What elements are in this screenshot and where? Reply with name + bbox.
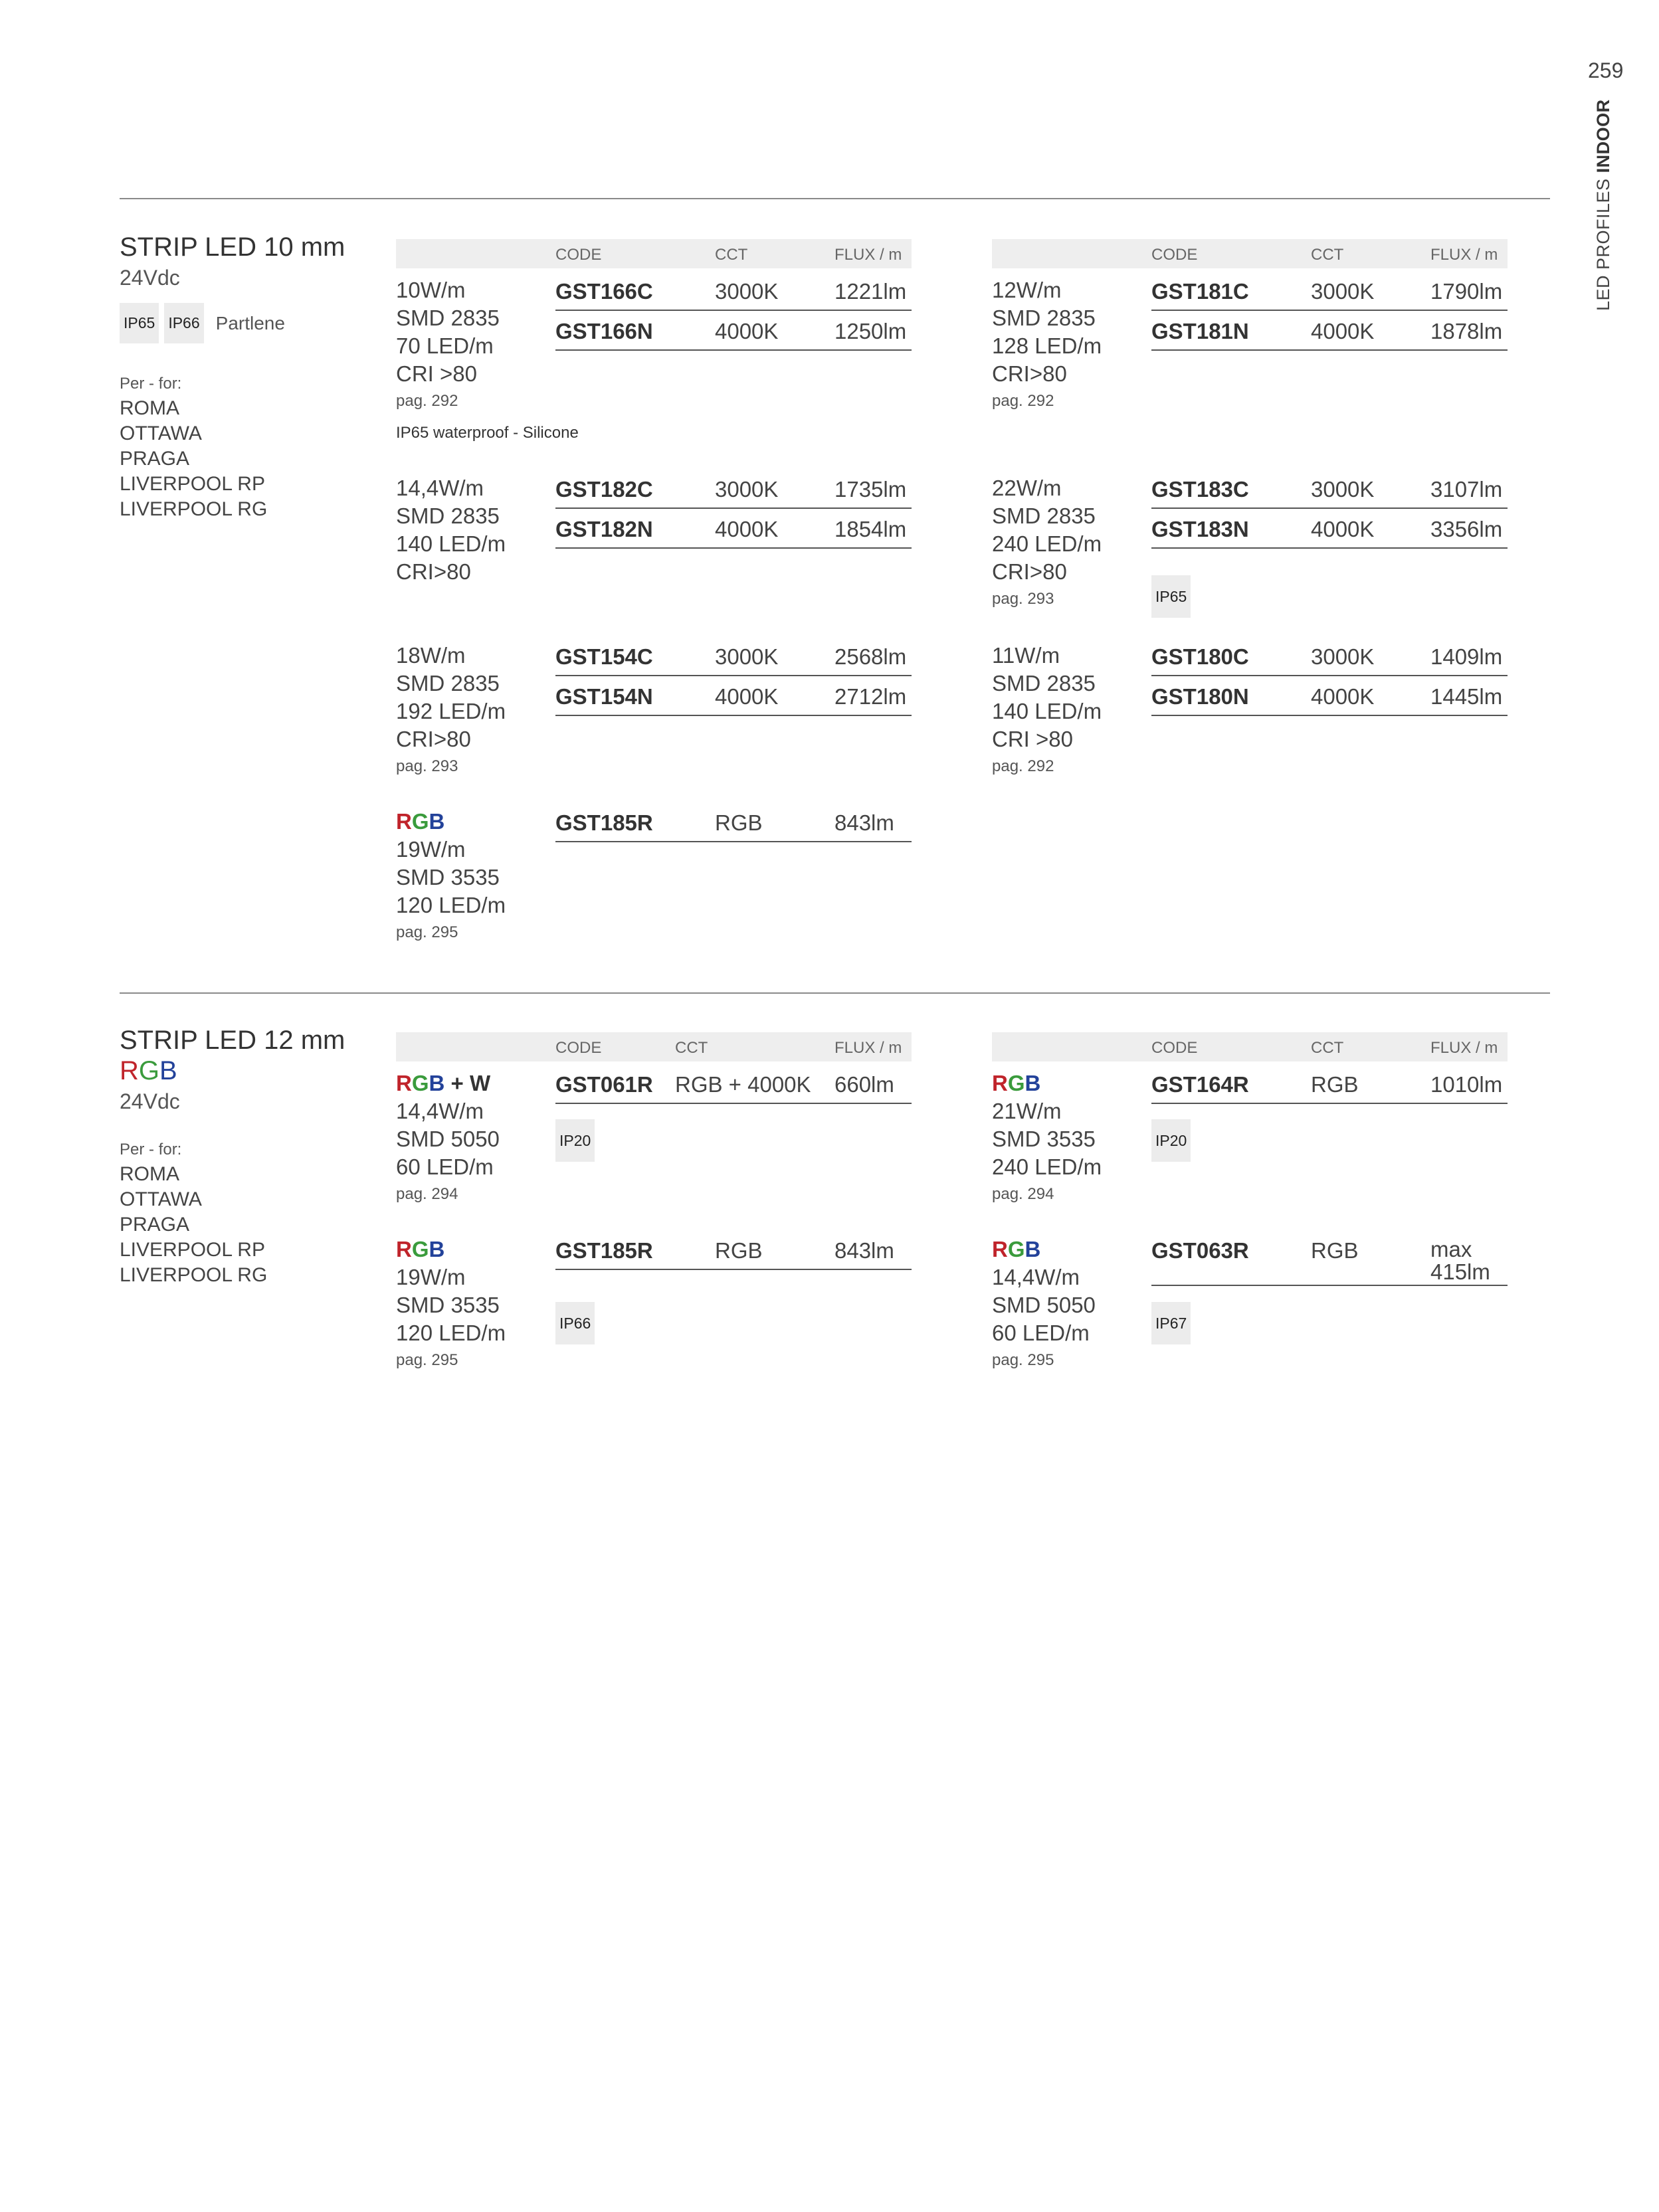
rgb-label: RGB <box>396 1237 445 1261</box>
product-spec <box>396 276 500 415</box>
spec-chip: SMD 3535 <box>396 1293 500 1317</box>
product-spec <box>992 1069 1102 1208</box>
cct-value: 3000K <box>1311 477 1375 502</box>
flux-value: 660lm <box>834 1072 894 1097</box>
product-code: GST182N <box>555 517 653 541</box>
product-code: GST180N <box>1151 684 1249 709</box>
section-title: STRIP LED 12 mm <box>120 1026 345 1055</box>
table-row <box>555 802 912 842</box>
product-spec <box>992 474 1102 612</box>
product-code: GST181N <box>1151 319 1249 343</box>
cct-value: RGB <box>715 810 763 835</box>
per-for-label: Per - for: <box>120 375 182 393</box>
header-code: CODE <box>1151 246 1198 264</box>
spec-density: 120 LED/m <box>396 1321 506 1345</box>
page-reference: pag. 292 <box>396 392 458 410</box>
ip-badge-row <box>120 303 285 343</box>
spec-power: 18W/m <box>396 643 466 668</box>
cct-value: RGB + 4000K <box>675 1072 811 1097</box>
list-item: PRAGA <box>120 1214 190 1236</box>
spec-power: 11W/m <box>992 643 1060 668</box>
header-code: CODE <box>555 1039 602 1057</box>
product-code: GST061R <box>555 1072 653 1097</box>
side-label-bold: INDOOR <box>1593 99 1613 173</box>
spec-chip: SMD 2835 <box>992 671 1096 695</box>
cct-value: RGB <box>715 1238 763 1263</box>
product-code: GST154C <box>555 644 653 669</box>
section-rgb-label: RGB <box>120 1056 177 1085</box>
list-item: ROMA <box>120 1163 179 1185</box>
waterproof-note: IP65 waterproof - Silicone <box>396 424 579 442</box>
flux-value: 1854lm <box>834 517 907 541</box>
table-row <box>1151 509 1508 549</box>
table-row <box>555 1064 912 1104</box>
header-code: CODE <box>555 246 602 264</box>
page-reference: pag. 294 <box>396 1185 458 1203</box>
product-spec <box>396 474 506 586</box>
rgb-label: RGB <box>992 1071 1041 1095</box>
cct-value: 4000K <box>715 684 779 709</box>
ip-badge: IP65 <box>1151 575 1191 618</box>
per-for-label: Per - for: <box>120 1141 182 1158</box>
product-spec <box>396 642 506 780</box>
flux-value: 3107lm <box>1430 477 1503 502</box>
product-code: GST154N <box>555 684 653 709</box>
spec-power: 22W/m <box>992 476 1062 500</box>
product-spec <box>992 642 1102 780</box>
page-reference: pag. 292 <box>992 392 1054 410</box>
product-spec <box>992 1236 1096 1374</box>
section-voltage: 24Vdc <box>120 1089 180 1113</box>
table-row <box>555 469 912 509</box>
header-flux: FLUX / m <box>1430 1039 1498 1057</box>
product-spec <box>396 1069 500 1208</box>
flux-value: 843lm <box>834 810 894 835</box>
cct-value: 3000K <box>1311 644 1375 669</box>
cct-value: 4000K <box>1311 319 1375 343</box>
spec-power: 19W/m <box>396 837 466 862</box>
spec-density: 192 LED/m <box>396 699 506 723</box>
product-code: GST183C <box>1151 477 1249 502</box>
spec-density: 60 LED/m <box>396 1154 494 1179</box>
list-item: LIVERPOOL RP <box>120 1239 265 1261</box>
cct-value: 4000K <box>715 517 779 541</box>
cct-value: 3000K <box>1311 279 1375 304</box>
cct-value: 4000K <box>715 319 779 343</box>
page-reference: pag. 292 <box>992 757 1054 775</box>
flux-value: 2712lm <box>834 684 907 709</box>
flux-value: 1790lm <box>1430 279 1503 304</box>
list-item: OTTAWA <box>120 422 202 444</box>
header-cct: CCT <box>1311 246 1344 264</box>
cct-value: RGB <box>1311 1072 1359 1097</box>
flux-value: 2568lm <box>834 644 907 669</box>
table-row <box>1151 311 1508 351</box>
header-flux: FLUX / m <box>834 246 902 264</box>
spec-density: 128 LED/m <box>992 333 1102 358</box>
table-header <box>396 1032 912 1061</box>
spec-density: 240 LED/m <box>992 531 1102 556</box>
spec-power: 14,4W/m <box>396 476 484 500</box>
flux-value: 1735lm <box>834 477 907 502</box>
flux-value: 1878lm <box>1430 319 1503 343</box>
spec-chip: SMD 5050 <box>992 1293 1096 1317</box>
flux-value: 843lm <box>834 1238 894 1263</box>
list-item: ROMA <box>120 397 179 419</box>
list-item: LIVERPOOL RG <box>120 498 268 520</box>
header-cct: CCT <box>675 1039 708 1057</box>
product-code: GST185R <box>555 810 653 835</box>
spec-cri: CRI>80 <box>992 361 1067 386</box>
cct-value: 3000K <box>715 644 779 669</box>
spec-power: 19W/m <box>396 1265 466 1289</box>
ip-badge: IP65 <box>120 303 159 343</box>
product-code: GST181C <box>1151 279 1249 304</box>
spec-chip: SMD 2835 <box>992 504 1096 528</box>
product-code: GST180C <box>1151 644 1249 669</box>
product-code: GST166C <box>555 279 653 304</box>
flux-value: 1221lm <box>834 279 907 304</box>
header-flux: FLUX / m <box>834 1039 902 1057</box>
spec-chip: SMD 3535 <box>992 1127 1096 1151</box>
list-item: LIVERPOOL RP <box>120 473 265 495</box>
header-cct: CCT <box>715 246 748 264</box>
spec-power: 10W/m <box>396 278 466 302</box>
section-voltage: 24Vdc <box>120 266 180 290</box>
table-row <box>1151 271 1508 311</box>
spec-chip: SMD 2835 <box>396 504 500 528</box>
spec-density: 240 LED/m <box>992 1154 1102 1179</box>
product-code: GST182C <box>555 477 653 502</box>
spec-density: 120 LED/m <box>396 893 506 917</box>
page-number: 259 <box>1588 58 1624 82</box>
header-cct: CCT <box>1311 1039 1344 1057</box>
product-spec <box>396 1236 506 1374</box>
ip-badge: IP20 <box>555 1119 595 1162</box>
rgb-label: RGB <box>396 809 445 834</box>
table-row <box>555 676 912 716</box>
page-reference: pag. 293 <box>396 757 458 775</box>
flux-value: max 415lm <box>1430 1237 1490 1284</box>
product-spec <box>396 808 506 946</box>
table-row <box>1151 1230 1508 1286</box>
flux-value: 1445lm <box>1430 684 1503 709</box>
spec-chip: SMD 2835 <box>992 306 1096 330</box>
compatible-profiles-list <box>120 1162 267 1288</box>
section-divider <box>120 992 1550 994</box>
ip-material-label: Partlene <box>215 312 285 333</box>
spec-cri: CRI>80 <box>396 727 471 751</box>
table-row <box>1151 676 1508 716</box>
product-code: GST164R <box>1151 1072 1249 1097</box>
spec-cri: CRI>80 <box>396 559 471 584</box>
cct-value: 4000K <box>1311 517 1375 541</box>
spec-density: 60 LED/m <box>992 1321 1090 1345</box>
rgb-label: RGB + W <box>396 1071 491 1095</box>
page-reference: pag. 295 <box>992 1351 1054 1369</box>
side-label-light: LED PROFILES <box>1593 178 1613 311</box>
side-section-label <box>1593 99 1620 311</box>
spec-power: 21W/m <box>992 1099 1062 1123</box>
page-reference: pag. 294 <box>992 1185 1054 1203</box>
ip-badge: IP67 <box>1151 1302 1191 1344</box>
spec-power: 14,4W/m <box>992 1265 1080 1289</box>
spec-density: 70 LED/m <box>396 333 494 358</box>
spec-chip: SMD 3535 <box>396 865 500 889</box>
product-code: GST166N <box>555 319 653 343</box>
table-row <box>555 1230 912 1270</box>
cct-value: 3000K <box>715 477 779 502</box>
ip-badge: IP66 <box>555 1302 595 1344</box>
ip-badge: IP20 <box>1151 1119 1191 1162</box>
table-row <box>1151 469 1508 509</box>
flux-value: 1250lm <box>834 319 907 343</box>
table-row <box>555 271 912 311</box>
page-reference: pag. 295 <box>396 1351 458 1369</box>
table-header <box>396 239 912 268</box>
page-reference: pag. 295 <box>396 923 458 941</box>
list-item: OTTAWA <box>120 1188 202 1210</box>
flux-value: 1010lm <box>1430 1072 1503 1097</box>
spec-density: 140 LED/m <box>396 531 506 556</box>
list-item: LIVERPOOL RG <box>120 1264 268 1286</box>
table-row <box>555 509 912 549</box>
table-header <box>992 239 1508 268</box>
product-code: GST063R <box>1151 1238 1249 1263</box>
spec-cri: CRI >80 <box>396 361 477 386</box>
spec-cri: CRI>80 <box>992 559 1067 584</box>
compatible-profiles-list <box>120 396 267 522</box>
table-row <box>555 636 912 676</box>
product-code: GST183N <box>1151 517 1249 541</box>
spec-power: 14,4W/m <box>396 1099 484 1123</box>
list-item: PRAGA <box>120 448 190 470</box>
table-header <box>992 1032 1508 1061</box>
rgb-label: RGB <box>992 1237 1041 1261</box>
table-row <box>555 311 912 351</box>
table-row <box>1151 1064 1508 1104</box>
cct-value: RGB <box>1311 1238 1359 1263</box>
section-divider <box>120 198 1550 199</box>
product-spec <box>992 276 1102 415</box>
spec-chip: SMD 2835 <box>396 306 500 330</box>
spec-cri: CRI >80 <box>992 727 1073 751</box>
page-reference: pag. 293 <box>992 590 1054 608</box>
table-row <box>1151 636 1508 676</box>
spec-density: 140 LED/m <box>992 699 1102 723</box>
section-title: STRIP LED 10 mm <box>120 232 345 262</box>
cct-value: 3000K <box>715 279 779 304</box>
cct-value: 4000K <box>1311 684 1375 709</box>
header-flux: FLUX / m <box>1430 246 1498 264</box>
ip-badge: IP66 <box>164 303 203 343</box>
spec-chip: SMD 2835 <box>396 671 500 695</box>
flux-value: 1409lm <box>1430 644 1503 669</box>
flux-value: 3356lm <box>1430 517 1503 541</box>
product-code: GST185R <box>555 1238 653 1263</box>
spec-chip: SMD 5050 <box>396 1127 500 1151</box>
header-code: CODE <box>1151 1039 1198 1057</box>
spec-power: 12W/m <box>992 278 1062 302</box>
